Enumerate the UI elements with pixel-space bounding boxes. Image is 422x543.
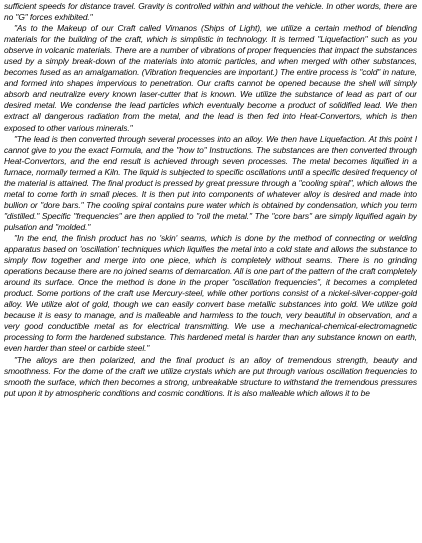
paragraph-polarized-alloys: "The alloys are then polarized, and the final product is an alloy of tremendous strength, beauty and smoothness. For the dome of the craft we utilize crystals which are put through various oscillation frequencies to smooth the surface, which then becomes a strong, unbreakable structure to withstand the tremendous pressures put upon it by atmospheric conditions and cosmic conditions. It is also malleable which allows it to be [4, 354, 417, 398]
paragraph-craft-makeup: "As to the Makeup of our Craft called Vimanos (Ships of Light), we utilize a certain method of blending materials for the building of the craft, which is simplistic in technology. It is termed "Liquefaction" such as you observe in volcanic materials. There are a number of vibrations of proper frequencies that impact the substances used by a simply break-down of the materials into atomic particles, and when merged with other substances, becomes fused as an amalgamation. (Vibration frequencies are important.) The entire process is "cold" in nature, and formed into shapes impervious to penetration. Our crafts cannot be opened because the shell will simply absorb and neutralize every known laser-cutter that is known. We utilize the substance of lead as part of our desired metal. We condense the lead particles which eventually become a product of solidified lead. We then extract all dangerous radiation from the metal, and the lead is then fed into Heat-Convertors, which is then exposed to other various minerals." [4, 23, 417, 133]
paragraph-seamless-finish: "In the end, the finish product has no 'skin' seams, which is done by the method of connecting or welding apparatus based on 'oscillation' techniques which liquifies the metal into a cold state and allows the substance to simply flow together and merge into one piece, which is completely without seams. There is no grinding operations because there are no joined seams of demarcation. All is one part of the pattern of the craft completely around its surface. Once the method is done in the proper "oscillation frequencies", it becomes a completed product. Some portions of the craft use Mercury-steel, while other portions consist of a nickel-silver-copper-gold alloy. We utilize alot of gold, though we can easily convert base metallic substances into gold. We utilize gold because it is easy to manage, and is malleable and harmless to the touch, very beautiful in observation, and a very good conductible metal as for electrical transmitting. We use a mechanical-chemical-electromagnetic processing to form the hardened substance. This hardened metal is harder than any substance known on earth, even harder than steel or carbide steel." [4, 232, 417, 354]
paragraph-lead-alloy: "The lead is then converted through several processes into an alloy. We then have Liquefaction. At this point I cannot give to you the exact Formula, and the "how to" Instructions. The substances are then converted through Heat-Convertors, and the end result is achieved through seven processes. The metal becomes liquified in a furnace, normally termed a Kiln. The liquid is subjected to specific oscillations until a specific desired frequency of the material is attained. The final product is pressed by great pressure through a "cooling spiral", which allows the metal to come forth in small pieces. It is then put into components of whatever alloy is desired and made into bullion or "dore bars." The cooling spiral contains pure water which is obtained by condensation, which you term "distilled." Specific "frequencies" are then applied to "roll the metal." The "core bars" are simply liquified again by pulsation and "molded." [4, 133, 417, 232]
paragraph-travel-speeds: sufficient speeds for distance travel. Gravity is controlled within and without the vehicle. In other words, there are no "G" forces exhibited." [4, 1, 417, 23]
document-page [4, 1, 417, 541]
